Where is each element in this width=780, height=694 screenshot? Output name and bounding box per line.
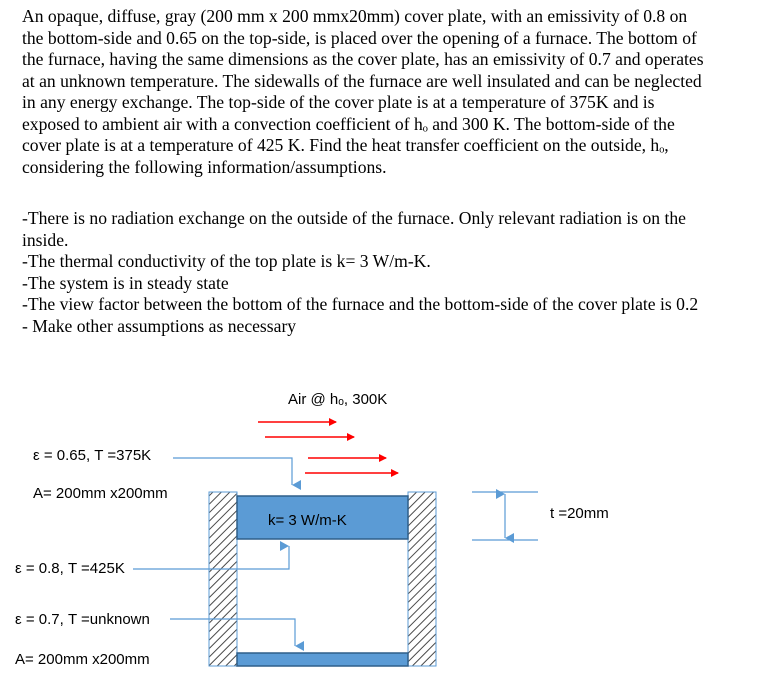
assumption-line: inside. bbox=[22, 229, 69, 250]
problem-line: exposed to ambient air with a convection coefficient of hₒ and 300 K. The bottom-side of the bbox=[22, 113, 675, 134]
problem-line: in any energy exchange. The top-side of the cover plate is at a temperature of 375K and is bbox=[22, 92, 655, 112]
problem-line: considering the following information/assumptions. bbox=[22, 156, 387, 177]
problem-line: An opaque, diffuse, gray (200 mm x 200 mmx20mm) cover plate, with an emissivity of 0.8 on bbox=[22, 6, 688, 26]
bottom-surface-label: ε = 0.8, T =425K bbox=[15, 560, 125, 577]
assumption-line: - Make other assumptions as necessary bbox=[22, 315, 297, 336]
thickness-label: t =20mm bbox=[550, 505, 609, 522]
top-surface-leader bbox=[173, 458, 292, 485]
furnace-bottom-label: ε = 0.7, T =unknown bbox=[15, 611, 150, 628]
left-insulated-wall bbox=[209, 492, 237, 666]
assumption-line: -The thermal conductivity of the top plate is k= 3 W/m-K. bbox=[22, 251, 431, 271]
problem-line: the bottom-side and 0.65 on the top-side, is placed over the opening of a furnace. The bottom of bbox=[22, 27, 697, 48]
problem-line: at an unknown temperature. The sidewalls of the furnace are well insulated and can be neglected bbox=[22, 70, 702, 91]
problem-line: the furnace, having the same dimensions as the cover plate, has an emissivity of 0.7 and operates bbox=[22, 49, 704, 69]
top-surface-label: ε = 0.65, T =375K bbox=[33, 447, 152, 464]
conductivity-label: k= 3 W/m-K bbox=[268, 512, 347, 529]
problem-line: cover plate is at a temperature of 425 K. Find the heat transfer coefficient on the outside, hₒ, bbox=[22, 135, 669, 155]
plate-area-label: A= 200mm x200mm bbox=[33, 485, 168, 502]
assumption-line: -The system is in steady state bbox=[22, 272, 229, 293]
right-insulated-wall bbox=[408, 492, 436, 666]
furnace-bottom bbox=[237, 653, 408, 666]
air-label: Air @ hₒ, 300K bbox=[288, 391, 388, 408]
furnace-area-label: A= 200mm x200mm bbox=[15, 651, 150, 668]
assumption-line: -The view factor between the bottom of the furnace and the bottom-side of the cover plate is 0.2 bbox=[22, 294, 699, 314]
assumption-line: -There is no radiation exchange on the outside of the furnace. Only relevant radiation is on the bbox=[22, 208, 686, 228]
